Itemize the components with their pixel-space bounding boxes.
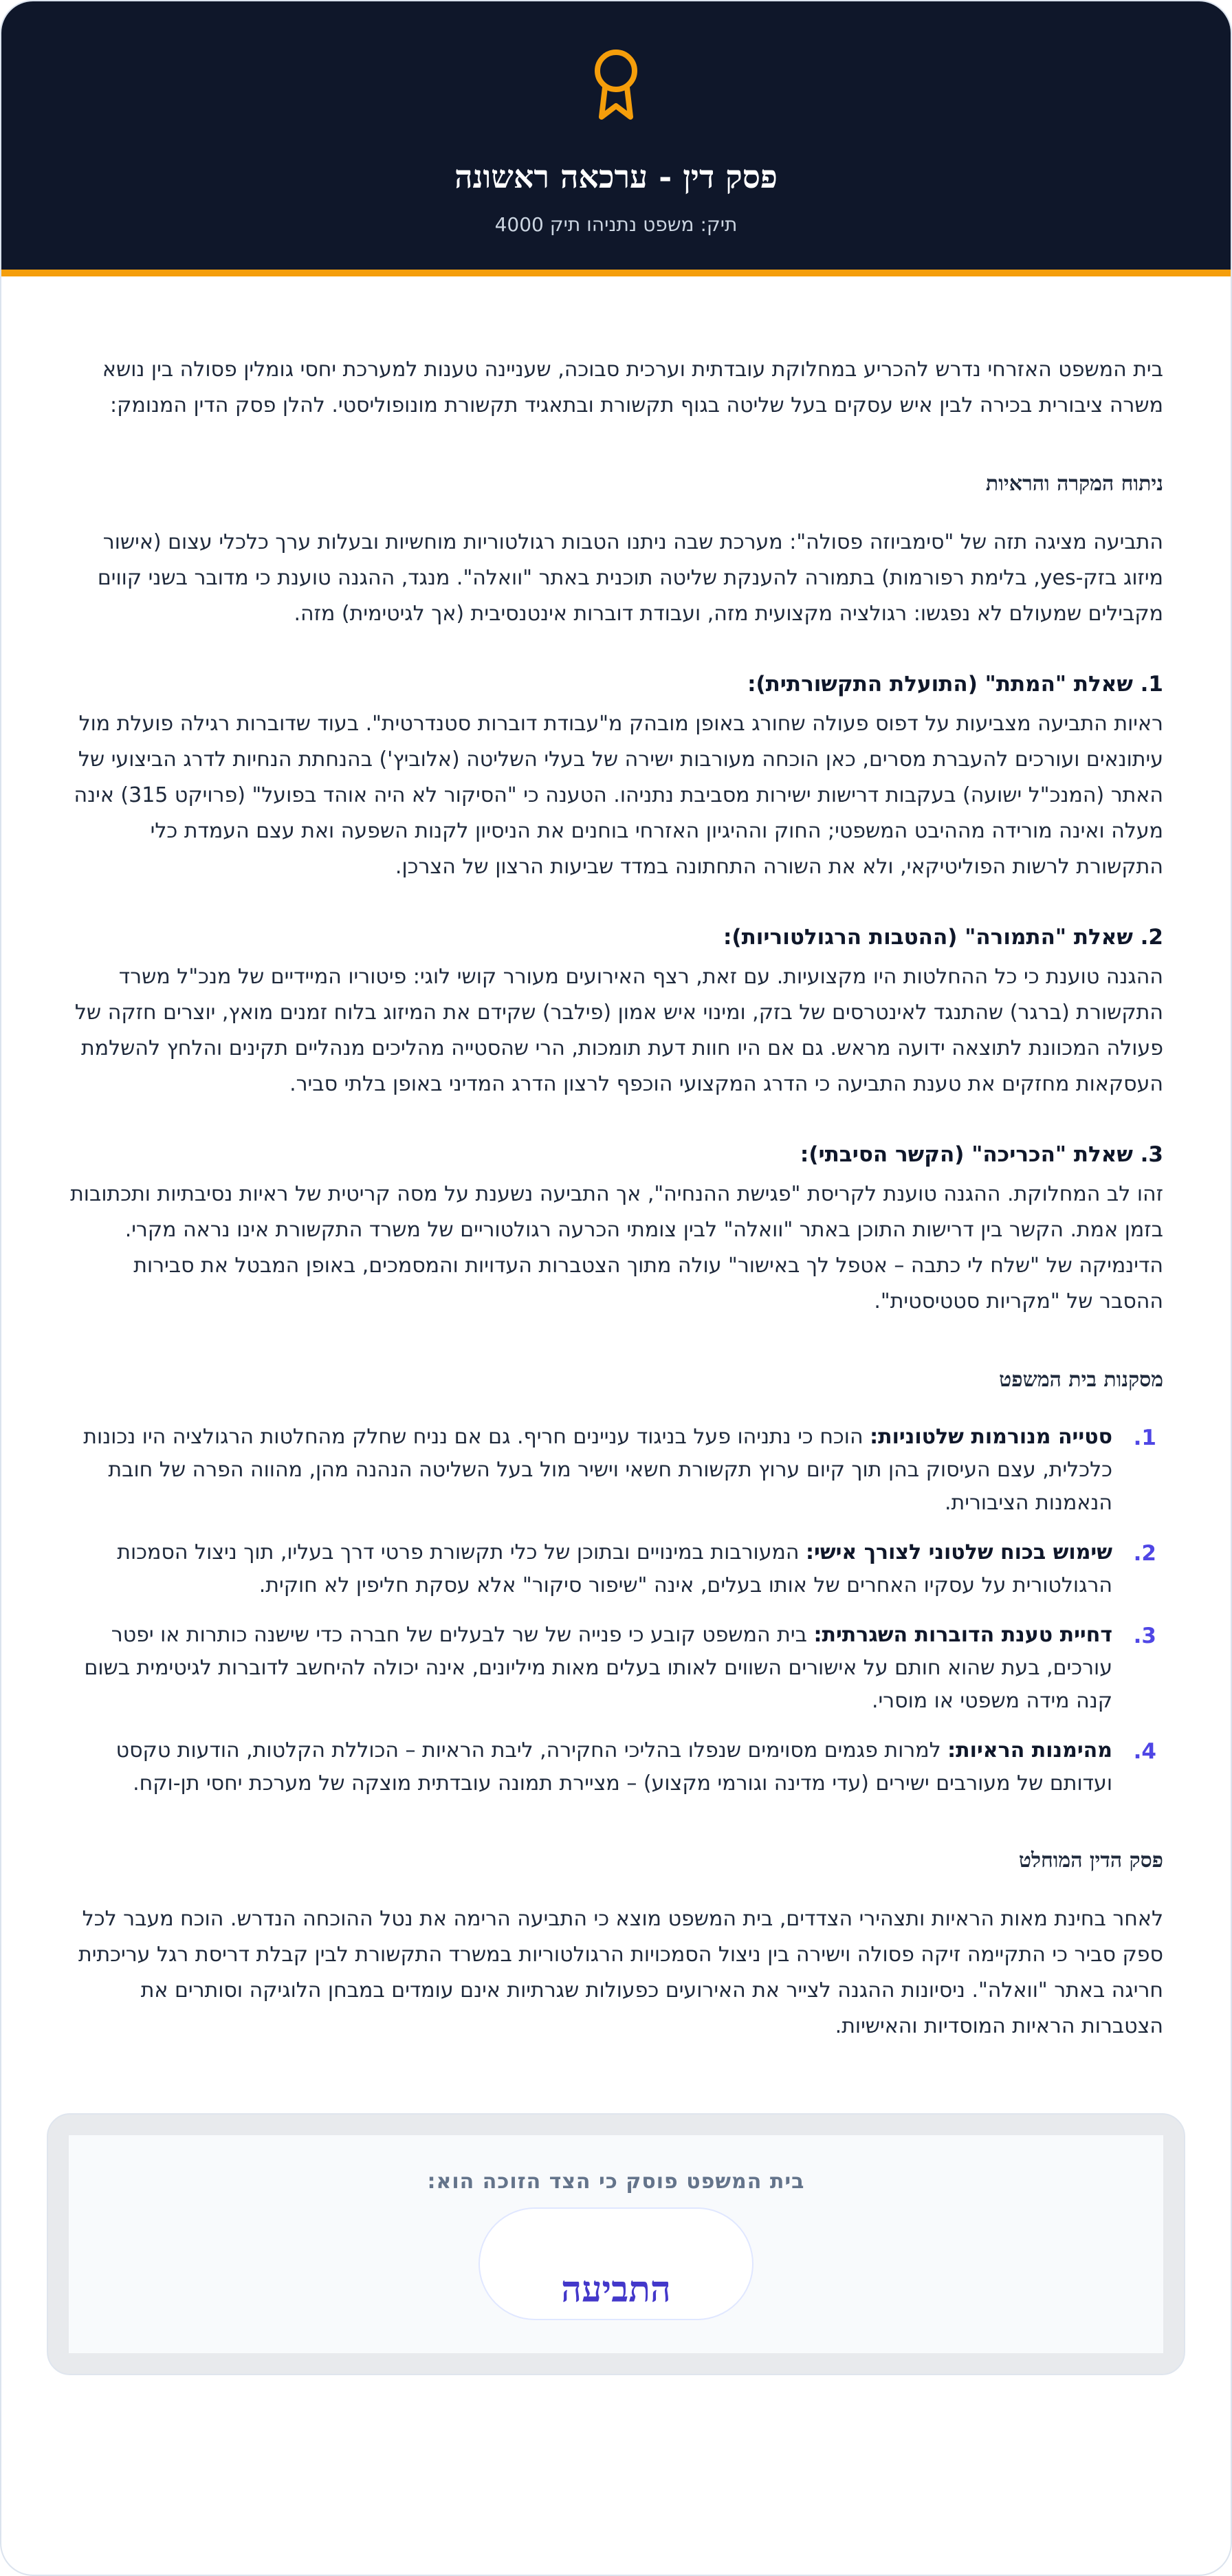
question-2-text: ההגנה טוענת כי כל ההחלטות היו מקצועיות. עם זאת, רצף האירועים מעורר קושי לוגי: פיטוריו המיידיים של מנכ"ל משרד התקשורת (ברגר) שהתנגד לאינטרסים של בזק, ומינוי איש אמון (פילבר) שקידם את המיזוג בלוח זמנים מואץ, יוצרים חזקה של פעולה המכוונת לתוצאה ידועה מראש. גם אם היו חוות דעת תומכות, הרי שהסטייה מהליכים מנהליים תקינים והלחץ להשלמת העסקאות מחזקים את טענת התביעה כי הדרג המקצועי הוכפף לרצון הדרג המדיני באופן בלתי סביר. xyxy=(74,965,1163,1096)
analysis-overview: התביעה מציגה תזה של "סימביוזה פסולה": מערכת שבה ניתנו הטבות רגולטוריות מוחשיות ובעלות ערך כלכלי עצום (אישור מיזוג בזק-yes, בלימת רפורמות) בתמורה להענקת שליטה תוכנית באתר "וואלה". מנגד, ההגנה טוענת כי מדובר בשני קווים מקבילים שמעולם לא נפגשו: רגולציה מקצועית מזה, ועבודת דוברות אינטנסיבית (אך לגיטימית) מזה. xyxy=(97,530,1163,626)
conclusion-body: למרות פגמים מסוימים שנפלו בהליכי החקירה, ליבת הראיות – הכוללת הקלטות, הודעות טקסט ועדותם של מעורבים ישירים (עדי מדינה וגורמי מקצוע) – מציירת תמונה עובדתית מוצקה של מערכת יחסי תן-וקח. xyxy=(116,1738,1112,1795)
conclusion-body: המעורבות במינויים ובתוכן של כלי תקשורת פרטי דרך בעליו, תוך ניצול הסמכות הרגולטורית על עסקיו האחרים של אותו בעלים, אינה "שיפור סיקור" אלא עסקת חליפין לא חוקית. xyxy=(117,1540,1112,1597)
verdict-label: בית המשפט פוסק כי הצד הזוכה הוא: xyxy=(427,2170,805,2194)
conclusion-text xyxy=(69,1421,1112,1520)
ruling-content xyxy=(1,276,1231,2044)
conclusion-text xyxy=(69,1734,1112,1800)
conclusion-number: 1. xyxy=(1133,1426,1156,1450)
case-subtitle: תיק: משפט נתניהו תיק 4000 xyxy=(494,213,738,236)
question-1-title: 1. שאלת "המתת" (התועלת התקשורתית): xyxy=(747,672,1163,697)
question-2-title: 2. שאלת "התמורה" (ההטבות הרגולטוריות): xyxy=(723,925,1163,950)
award-ribbon-icon xyxy=(590,48,642,124)
final-ruling-text: לאחר בחינת מאות הראיות ותצהירי הצדדים, בית המשפט מוצא כי התביעה הרימה את נטל ההוכחה הנדרש. הוכח מעבר לכל ספק סביר כי התקיימה זיקה פסולה וישירה בין ניצול הסמכויות הרגולטוריות במשרד התקשורת לבין קבלת דריסת רגל עריכתית חריגה באתר "וואלה". ניסיונות ההגנה לצייר את האירועים כפעולות שגרתיות אינם עומדים במבחן הלוגיקה וסותרים את הצטברות הראיות המוסדיות והאישיות. xyxy=(78,1907,1163,2038)
conclusion-title: סטייה מנורמות שלטוניות: xyxy=(870,1425,1112,1449)
intro-paragraph: בית המשפט האזרחי נדרש להכריע במחלוקת עובדתית וערכית סבוכה, שעניינה טענות למערכת יחסי גומלין פסולה בין נושא משרה ציבורית בכירה לבין איש עסקים בעל שליטה בגוף תקשורת ובתאגיד תקשורת מונופוליסטי. להלן פסק הדין המנומק: xyxy=(102,358,1163,417)
conclusion-title: שימוש בכוח שלטוני לצורך אישי: xyxy=(806,1540,1112,1564)
conclusion-body: בית המשפט קובע כי פנייה של שר לבעלים של חברה כדי שישנה כותרות או יפטר עורכים, בעת שהוא חותם על אישורים השווים לאותו בעלים מאות מיליונים, אינה יכולה להיחשב לדוברות לגיטימית בשום קנה מידה משפטי או מוסרי. xyxy=(84,1623,1112,1713)
question-1-text: ראיות התביעה מצביעות על דפוס פעולה שחורג באופן מובהק מ"עבודת דוברות סטנדרטית". בעוד שדוברות רגילה פועלת מול עיתונאים ועורכים להעברת מסרים, כאן הוכחה מעורבות ישירה של בעלי השליטה (אלוביץ') בהנחתת הנחיות לדרג הביצועי של האתר (המנכ"ל ישועה) בעקבות דרישות ישירות מסביבת נתניהו. הטענה כי "הסיקור לא היה אוהד בפועל" (פרויקט 315) אינה מעלה ואינה מורידה מההיבט המשפטי; החוק וההיגיון האזרחי בוחנים את הניסיון לקנות השפעה ואת עצם העמדת כלי התקשורת לרשות הפוליטיקאי, ולא את השורה התחתונה במדד שביעות הרצון של הצרכן. xyxy=(74,712,1163,879)
analysis-heading: ניתוח המקרה והראיות xyxy=(985,472,1163,496)
conclusion-title: דחיית טענת הדוברות השגרתית: xyxy=(813,1623,1112,1647)
conclusion-item xyxy=(69,1734,1163,1800)
conclusion-body: הוכח כי נתניהו פעל בניגוד עניינים חריף. גם אם נניח שחלק מהחלטות הרגולציה היו נכונות כלכלית, עצם העיסוק בהן תוך קיום ערוץ תקשורת חשאי וישיר מול בעל השליטה הנהנה מהן, מהווה הפרה של חובת הנאמנות הציבורית. xyxy=(83,1425,1112,1515)
verdict-box xyxy=(47,2113,1185,2375)
ruling-header xyxy=(1,1,1231,276)
question-3-title: 3. שאלת "הכריכה" (הקשר הסיבתי): xyxy=(800,1142,1163,1167)
conclusion-item xyxy=(69,1421,1163,1520)
conclusions-heading: מסקנות בית המשפט xyxy=(999,1368,1163,1392)
page-title: פסק דין - ערכאה ראשונה xyxy=(454,158,778,195)
verdict-winner: התביעה xyxy=(561,2269,671,2311)
conclusion-text xyxy=(69,1536,1112,1602)
conclusion-title: מהימנות הראיות: xyxy=(947,1738,1112,1762)
verdict-badge xyxy=(478,2207,754,2320)
conclusion-number: 3. xyxy=(1133,1624,1156,1648)
conclusion-number: 4. xyxy=(1133,1739,1156,1764)
conclusion-item xyxy=(69,1619,1163,1718)
question-3-text: זהו לב המחלוקת. ההגנה טוענת לקריסת "פגישת ההנחיה", אך התביעה נשענת על מסה קריטית של ראיות נסיבתיות ותכתובות בזמן אמת. הקשר בין דרישות התוכן באתר "וואלה" לבין צומתי הכרעה רגולטוריים של משרד התקשורת אינו נראה מקרי. הדינמיקה של "שלח לי כתבה – אטפל לך באישור" עולה מתוך הצטברות העדויות והמסמכים, באופן המבטל את סבירות ההסבר של "מקריות סטטיסטית". xyxy=(70,1182,1163,1313)
verdict-panel xyxy=(69,2135,1163,2353)
conclusion-item xyxy=(69,1536,1163,1602)
conclusion-number: 2. xyxy=(1133,1541,1156,1566)
conclusions-list xyxy=(69,1421,1163,1800)
conclusion-text xyxy=(69,1619,1112,1718)
final-ruling-heading: פסק הדין המוחלט xyxy=(1018,1848,1163,1873)
